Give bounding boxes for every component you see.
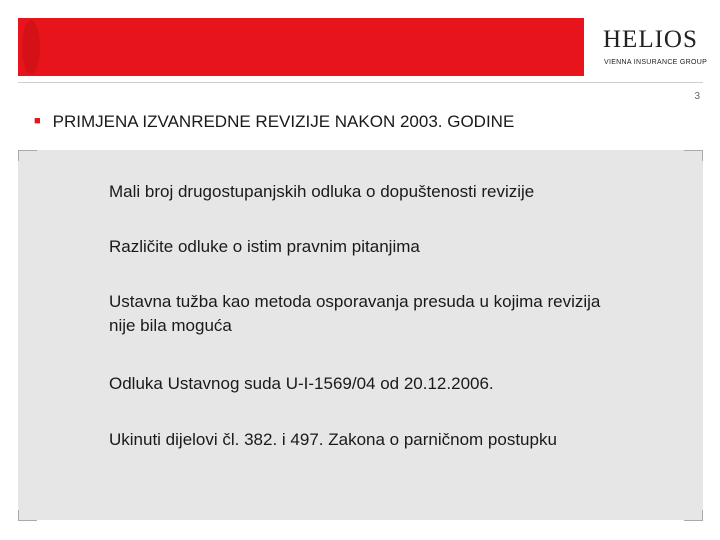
corner-mark-top-left bbox=[18, 150, 37, 161]
square-bullet-icon: ■ bbox=[34, 115, 41, 127]
point-item: Ustavna tužba kao metoda osporavanja presuda u kojima revizija nije bila moguća bbox=[109, 292, 601, 335]
slide-title-text: PRIMJENA IZVANREDNE REVIZIJE NAKON 2003. GODINE bbox=[52, 112, 515, 131]
page-number: 3 bbox=[694, 91, 700, 102]
header-red-banner bbox=[18, 18, 584, 76]
logo-tagline: VIENNA INSURANCE GROUP bbox=[604, 59, 708, 66]
logo-wordmark: HELIOS bbox=[603, 26, 698, 53]
point-item: Mali broj drugostupanjskih odluka o dopuštenosti revizije bbox=[109, 182, 535, 201]
corner-mark-bottom-right bbox=[684, 510, 703, 521]
corner-mark-top-right bbox=[684, 150, 703, 161]
point-item: Odluka Ustavnog suda U-I-1569/04 od 20.12.2006. bbox=[109, 374, 494, 393]
point-item: Ukinuti dijelovi čl. 382. i 497. Zakona o parničnom postupku bbox=[109, 430, 557, 449]
corner-mark-bottom-left bbox=[18, 510, 37, 521]
point-item: Različite odluke o istim pravnim pitanjima bbox=[109, 237, 420, 256]
banner-swoosh bbox=[22, 20, 40, 74]
header-divider bbox=[18, 82, 703, 83]
slide-title bbox=[34, 112, 514, 132]
helios-logo bbox=[593, 18, 708, 76]
